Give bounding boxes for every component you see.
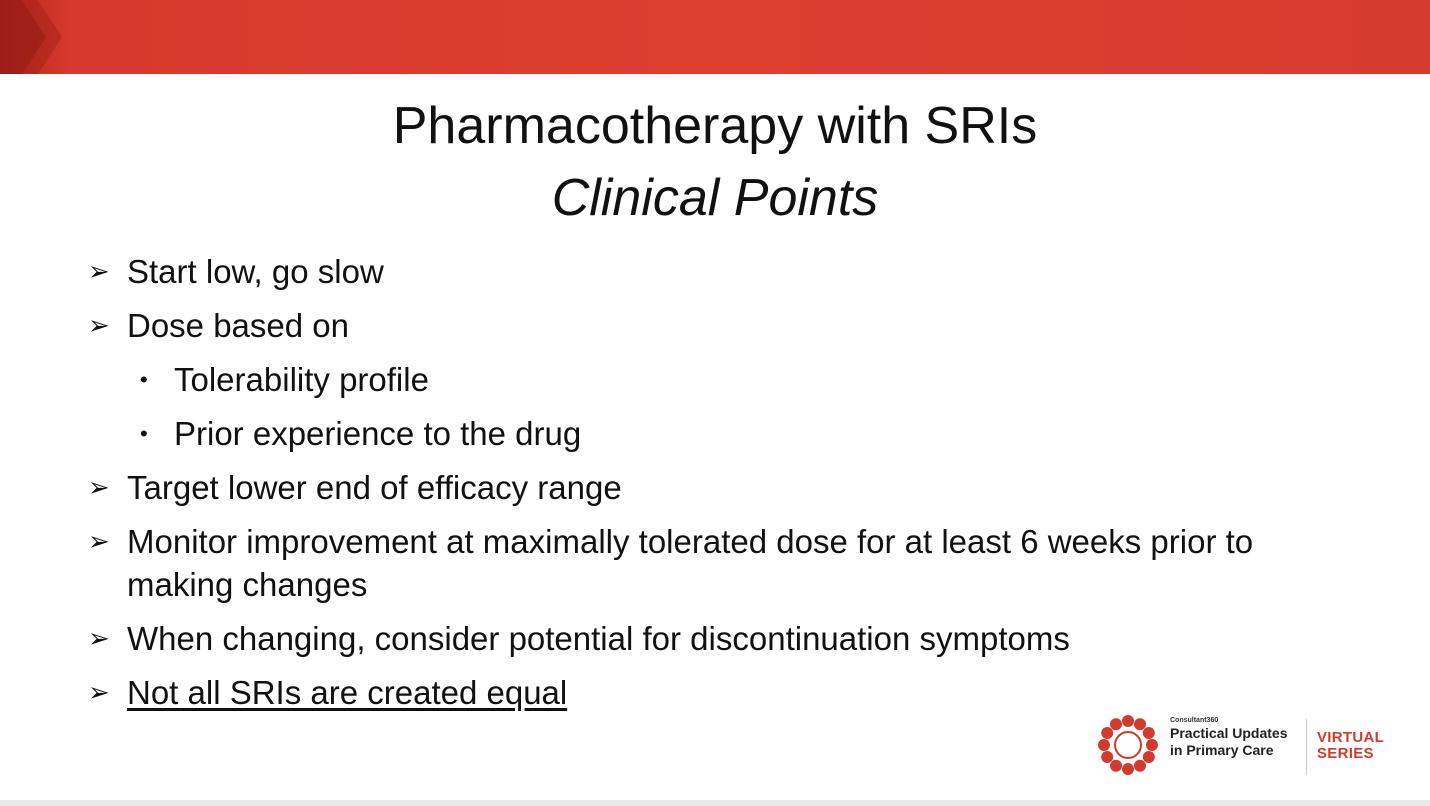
bullet-text: Dose based on: [127, 307, 349, 344]
bullet-text: Start low, go slow: [127, 253, 384, 290]
logo-line-1: Practical Updates: [1170, 725, 1288, 741]
logo-series-line-1: VIRTUAL: [1317, 729, 1385, 746]
logo-divider: [1306, 719, 1307, 775]
slide-title: Pharmacotherapy with SRIs: [392, 97, 1038, 155]
ring-logo-icon: [1098, 715, 1158, 775]
sub-bullet-text: Tolerability profile: [174, 361, 429, 398]
dot-bullet-icon: •: [140, 367, 148, 392]
sub-bullet-item: [88, 412, 1328, 455]
arrow-bullet-icon: ➢: [88, 256, 110, 286]
top-banner: [0, 0, 1430, 74]
bullet-text: Target lower end of efficacy range: [127, 469, 622, 506]
bullet-text: Monitor improvement at maximally tolerated dose for at least 6 weeks prior to making changes: [127, 523, 1254, 603]
bullet-text: When changing, consider potential for discontinuation symptoms: [127, 620, 1070, 657]
dot-bullet-icon: •: [140, 421, 148, 446]
banner-chevron-decoration: [0, 0, 70, 74]
logo-brand-small: Consultant360: [1170, 717, 1219, 724]
arrow-bullet-icon: ➢: [88, 472, 110, 502]
arrow-bullet-icon: ➢: [88, 526, 110, 556]
bullet-item: [88, 304, 1328, 347]
bullet-item: [88, 671, 1328, 714]
bullet-item: [88, 617, 1328, 660]
bullet-item: [88, 466, 1328, 509]
arrow-bullet-icon: ➢: [88, 310, 110, 340]
bullet-list: [88, 250, 1328, 725]
logo-series-line-2: SERIES: [1317, 745, 1374, 762]
bullet-item: [88, 250, 1328, 293]
arrow-bullet-icon: ➢: [88, 623, 110, 653]
arrow-bullet-icon: ➢: [88, 677, 110, 707]
bottom-edge: [0, 800, 1430, 806]
sub-bullet-item: [88, 358, 1328, 401]
bullet-item: [88, 520, 1328, 606]
slide-subtitle: Clinical Points: [551, 169, 879, 227]
logo-series-label: [1317, 730, 1384, 762]
sub-bullet-text: Prior experience to the drug: [174, 415, 582, 452]
series-logo: [1098, 713, 1398, 777]
logo-text: [1170, 716, 1310, 759]
bullet-text-underlined: Not all SRIs are created equal: [127, 674, 568, 711]
logo-line-2: in Primary Care: [1170, 742, 1274, 758]
